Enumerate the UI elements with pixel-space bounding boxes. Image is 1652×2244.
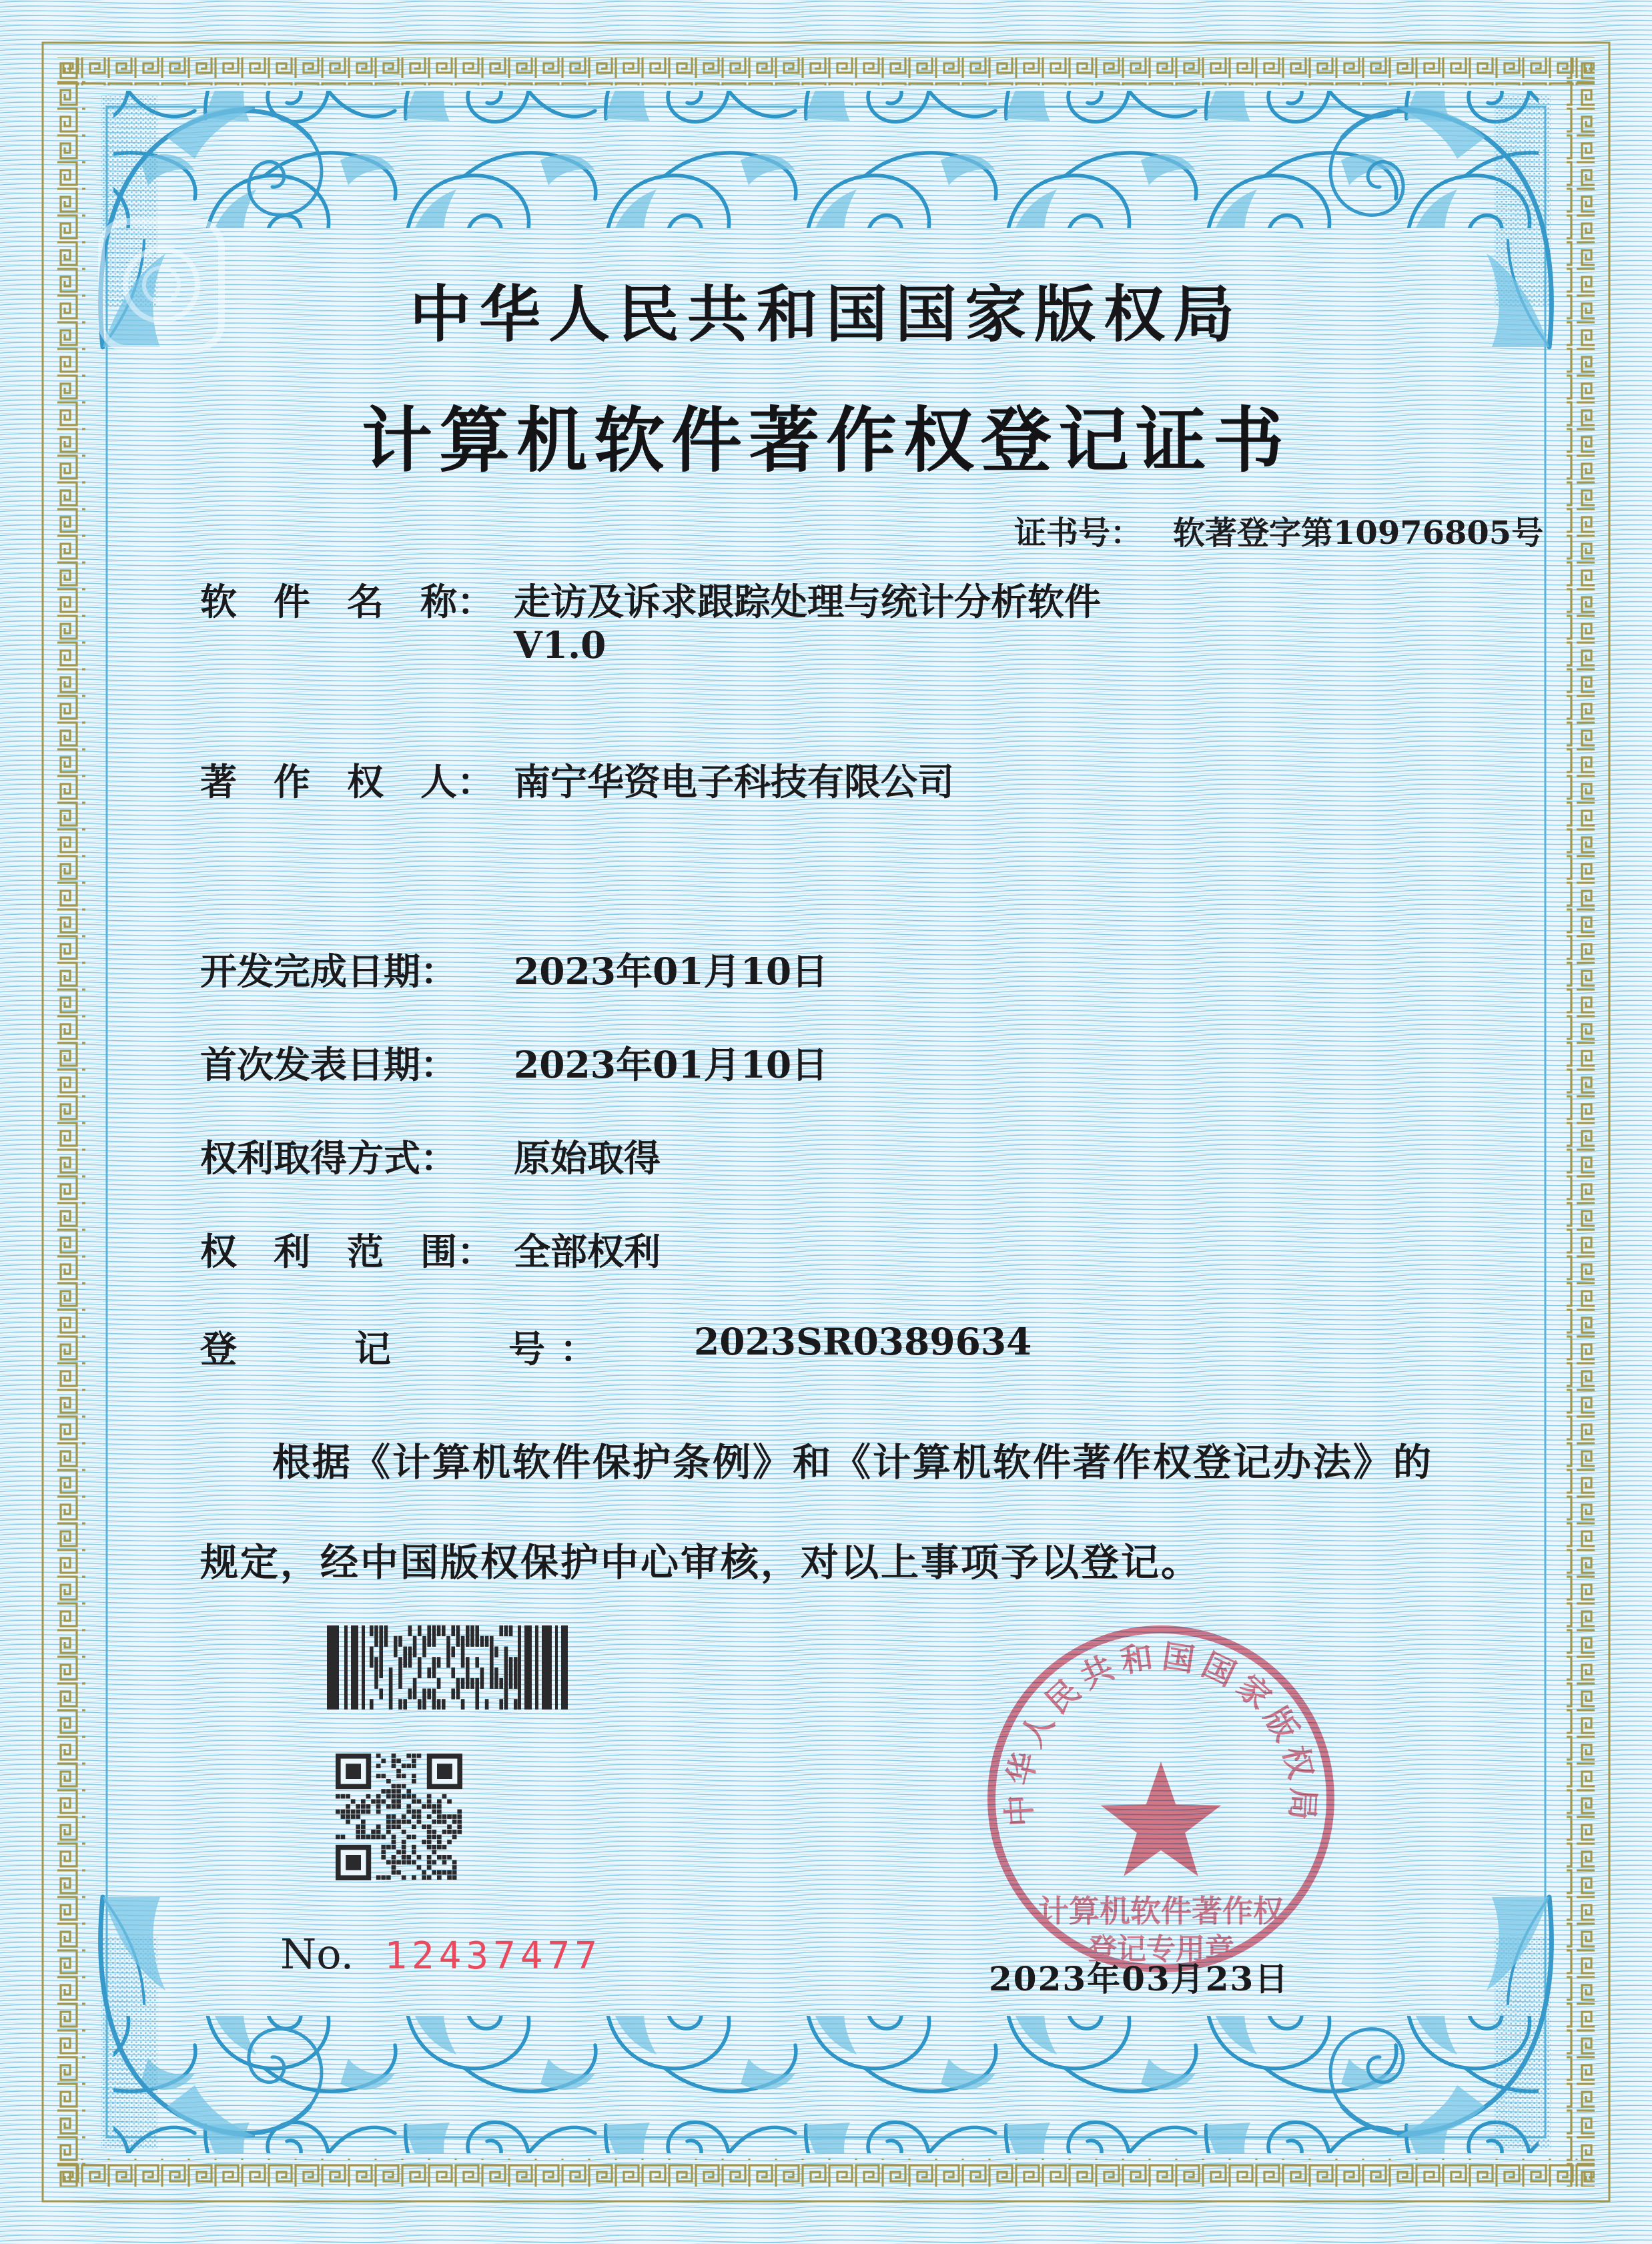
software-name-label: 软 件 名 称： (200, 580, 494, 623)
issue-date: 2023年03月23日 (989, 1959, 1290, 1998)
field-copyright-owner (200, 753, 954, 805)
dev-completion-date-label: 开发完成日期： (200, 950, 458, 993)
field-dev-completion-date (200, 942, 828, 995)
seal-ring-text: 中华人民共和国国家版权局 (999, 1637, 1322, 1828)
statement-line2: 规定，经中国版权保护中心审核，对以上事项予以登记。 (200, 1540, 1201, 1585)
copyright-owner-value: 南宁华资电子科技有限公司 (514, 760, 955, 803)
serial-number-label: No. (280, 1930, 354, 1978)
field-rights-scope (200, 1222, 661, 1275)
seal-line2: 登记专用章 (1088, 1932, 1234, 1966)
rights-scope-label: 权 利 范 围： (200, 1230, 494, 1273)
certificate-title: 计算机软件著作权登记证书 (362, 398, 1290, 482)
statement-line1: 根据《计算机软件保护条例》和《计算机软件著作权登记办法》的 (272, 1440, 1433, 1485)
barcode-image (327, 1625, 570, 1710)
official-seal (984, 1622, 1338, 1976)
qr-code-image (336, 1754, 462, 1880)
serial-number-value: 12437477 (384, 1934, 602, 1978)
software-name-value: 走访及诉求跟踪处理与统计分析软件 (514, 580, 1102, 623)
seal-star-icon (1101, 1762, 1222, 1876)
certificate-number-value: 软著登字第10976805号 (1173, 514, 1544, 552)
rights-scope-value: 全部权利 (514, 1230, 661, 1273)
first-publication-date-label: 首次发表日期： (200, 1043, 458, 1086)
registration-number-label: 登 记 号： (200, 1327, 612, 1371)
authority-title: 中华人民共和国国家版权局 (409, 278, 1242, 350)
dev-completion-date-value: 2023年01月10日 (514, 950, 829, 993)
rights-acquisition-label: 权利取得方式： (200, 1136, 458, 1180)
field-software-name (200, 573, 1101, 625)
top-scroll-frieze (113, 91, 1539, 228)
software-version: V1.0 (514, 623, 606, 667)
bottom-scroll-frieze (113, 2016, 1539, 2153)
copyright-owner-label: 著 作 权 人： (200, 760, 494, 803)
first-publication-date-value: 2023年01月10日 (514, 1043, 829, 1086)
field-first-publication-date (200, 1036, 828, 1088)
certificate-number-line (1014, 507, 1543, 553)
rights-acquisition-value: 原始取得 (514, 1136, 661, 1180)
field-registration-number (200, 1320, 1031, 1373)
seal-line1: 计算机软件著作权 (1038, 1893, 1284, 1929)
certificate-number-label: 证书号： (1014, 514, 1143, 552)
registration-number-value: 2023SR0389634 (694, 1320, 1032, 1363)
serial-number-line (280, 1930, 602, 1978)
field-rights-acquisition (200, 1129, 661, 1182)
